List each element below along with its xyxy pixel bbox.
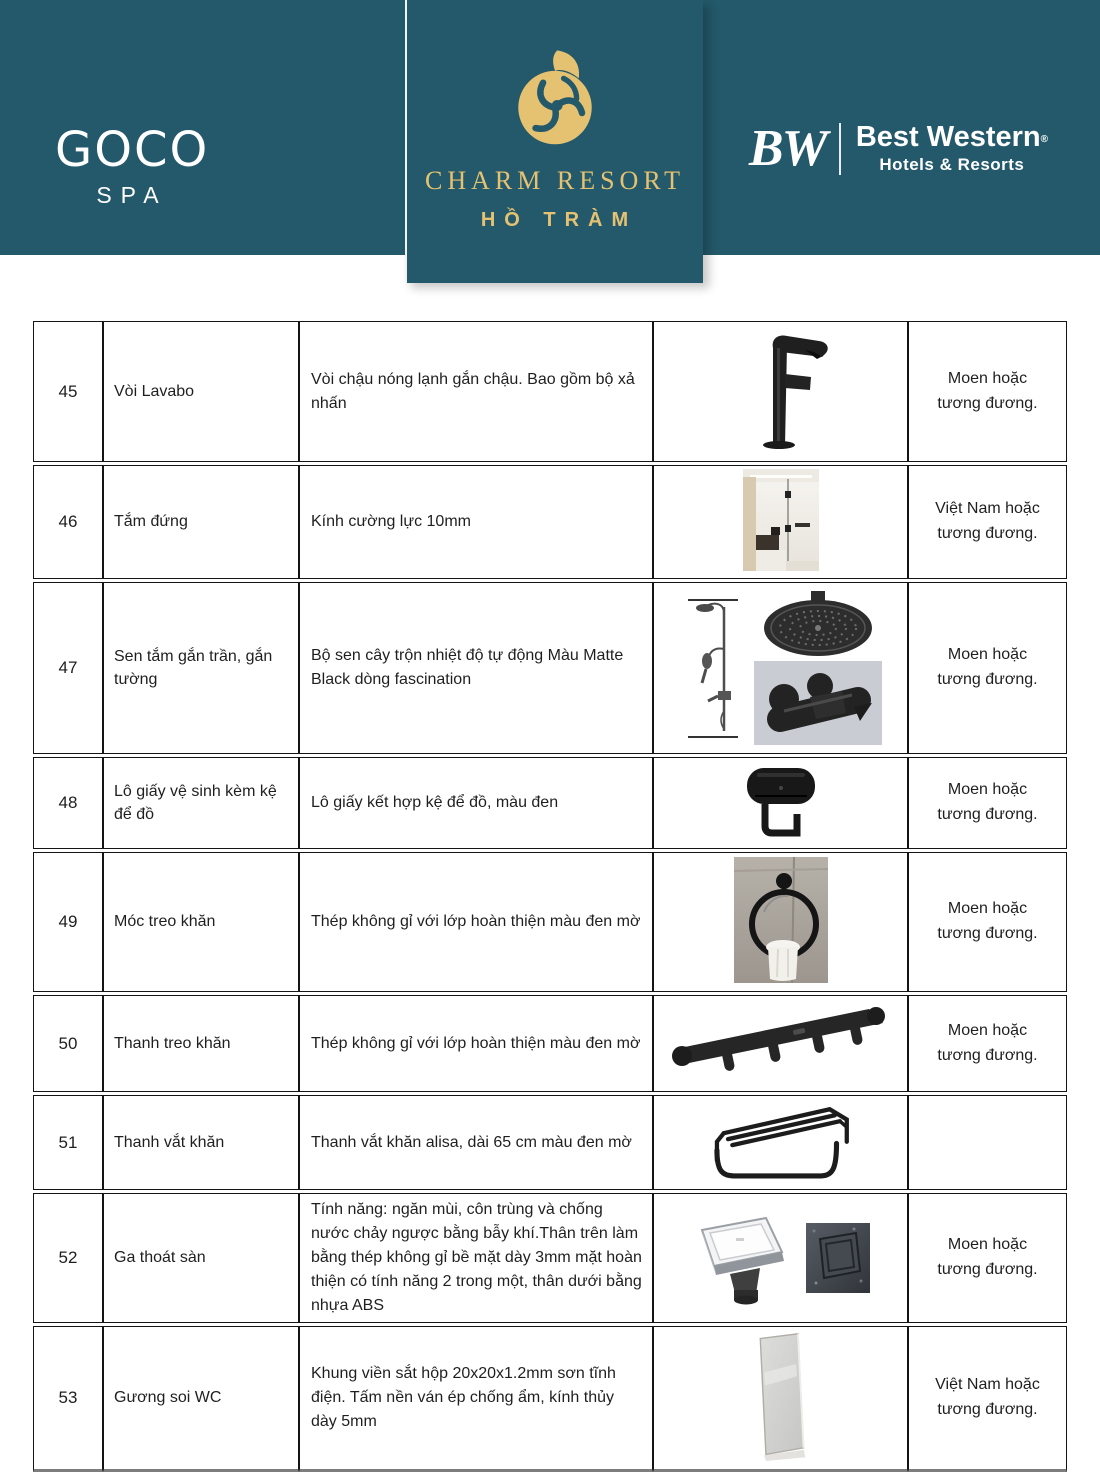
- item-description: Thép không gỉ với lớp hoàn thiện màu đen mờ: [299, 852, 653, 992]
- mirror-image: [741, 1331, 821, 1461]
- registered-mark: ®: [1040, 134, 1048, 145]
- item-name: Sen tắm gắn trần, gắn tường: [103, 582, 299, 754]
- item-description: Lô giấy kết hợp kệ để đồ, màu đen: [299, 757, 653, 849]
- row-number: 53: [33, 1326, 103, 1472]
- item-name: Ga thoát sàn: [103, 1193, 299, 1323]
- rain-shower-head-image: [761, 591, 875, 657]
- table-row: [33, 582, 1067, 754]
- header-banner: [0, 0, 1100, 255]
- floor-drain-chrome-image: [692, 1208, 788, 1308]
- item-brand: Moen hoặc tương đương.: [908, 995, 1067, 1092]
- item-image-cell: [653, 465, 908, 579]
- row-number: 51: [33, 1095, 103, 1190]
- item-image-cell: [653, 1326, 908, 1472]
- row-number: 45: [33, 321, 103, 462]
- bw-wordmark: [856, 122, 1048, 175]
- item-image-cell: [653, 1095, 908, 1190]
- charm-resort-panel: [405, 0, 703, 283]
- table-row: [33, 757, 1067, 849]
- item-description: Thép không gỉ với lớp hoàn thiện màu đen mờ: [299, 995, 653, 1092]
- item-image-cell: [653, 1193, 908, 1323]
- item-name: Thanh vắt khăn: [103, 1095, 299, 1190]
- table-row: [33, 1326, 1067, 1472]
- table-row: [33, 995, 1067, 1092]
- item-image-cell: [653, 582, 908, 754]
- shower-enclosure-photo: [743, 469, 819, 571]
- table-row: [33, 1193, 1067, 1323]
- table-row: [33, 852, 1067, 992]
- item-brand: Việt Nam hoặc tương đương.: [908, 465, 1067, 579]
- item-description: Vòi chậu nóng lạnh gắn chậu. Bao gồm bộ xả nhấn: [299, 321, 653, 462]
- goco-logo-text: GOCO: [55, 122, 210, 178]
- item-name: Móc treo khăn: [103, 852, 299, 992]
- item-description: Tính năng: ngăn mùi, côn trùng và chống nước chảy ngược bằng bẫy khí.Thân trên làm bằng thép không gỉ bề mặt dày 3mm mặt hoàn thiện có tính năng 2 trong một, thân dưới bằng nhựa ABS: [299, 1193, 653, 1323]
- item-name: Tắm đứng: [103, 465, 299, 579]
- item-name: Gương soi WC: [103, 1326, 299, 1472]
- hook-rail-image: [665, 1001, 897, 1081]
- item-brand: Moen hoặc tương đương.: [908, 852, 1067, 992]
- best-western-name: Best Western®: [855, 121, 1048, 153]
- floor-drain-installed-photo: [806, 1223, 870, 1293]
- item-image-cell: [653, 995, 908, 1092]
- spec-table-body: [33, 321, 1067, 1472]
- shower-column-drawing: [680, 591, 746, 743]
- item-brand: Việt Nam hoặc tương đương.: [908, 1326, 1067, 1472]
- bw-monogram: BW: [748, 119, 826, 177]
- row-number: 49: [33, 852, 103, 992]
- spec-table-wrap: [33, 318, 1100, 1475]
- charm-resort-subtitle: HỒ TRÀM: [480, 209, 638, 231]
- item-description: Khung viền sắt hộp 20x20x1.2mm sơn tĩnh điện. Tấm nền ván ép chống ẩm, kính thủy dày 5mm: [299, 1326, 653, 1472]
- item-description: Kính cường lực 10mm: [299, 465, 653, 579]
- item-description: Thanh vắt khăn alisa, dài 65 cm màu đen mờ: [299, 1095, 653, 1190]
- item-name: Vòi Lavabo: [103, 321, 299, 462]
- item-brand: Moen hoặc tương đương.: [908, 1193, 1067, 1323]
- paper-holder-image: [735, 762, 827, 840]
- goco-spa-label: SPA: [96, 182, 168, 208]
- hotels-resorts-label: Hotels & Resorts: [879, 155, 1025, 175]
- table-row: [33, 465, 1067, 579]
- row-number: 48: [33, 757, 103, 849]
- row-number: 50: [33, 995, 103, 1092]
- charm-resort-title: CHARM RESORT: [425, 166, 685, 195]
- towel-ring-photo: [734, 857, 828, 983]
- item-image-cell: [653, 321, 908, 462]
- item-brand: [908, 1095, 1067, 1190]
- shower-system-images: [656, 591, 905, 745]
- item-brand: Moen hoặc tương đương.: [908, 582, 1067, 754]
- bw-divider-line: [839, 123, 841, 175]
- towel-rack-image: [691, 1099, 871, 1181]
- item-image-cell: [653, 852, 908, 992]
- thermostatic-mixer-image: [754, 661, 882, 745]
- floor-drain-images: [656, 1208, 905, 1308]
- row-number: 46: [33, 465, 103, 579]
- item-description: Bộ sen cây trộn nhiệt độ tự động Màu Matte Black dòng fascination: [299, 582, 653, 754]
- best-western-logo: [748, 119, 1048, 177]
- spec-table: [33, 318, 1067, 1475]
- goco-spa-logo: [55, 122, 210, 209]
- basin-faucet-image: [721, 328, 841, 450]
- table-row: [33, 321, 1067, 462]
- nautilus-shell-icon: [501, 46, 609, 154]
- item-name: Lô giấy vệ sinh kèm kệ để đồ: [103, 757, 299, 849]
- table-row: [33, 1095, 1067, 1190]
- row-number: 52: [33, 1193, 103, 1323]
- item-brand: Moen hoặc tương đương.: [908, 321, 1067, 462]
- item-brand: Moen hoặc tương đương.: [908, 757, 1067, 849]
- row-number: 47: [33, 582, 103, 754]
- item-name: Thanh treo khăn: [103, 995, 299, 1092]
- item-image-cell: [653, 757, 908, 849]
